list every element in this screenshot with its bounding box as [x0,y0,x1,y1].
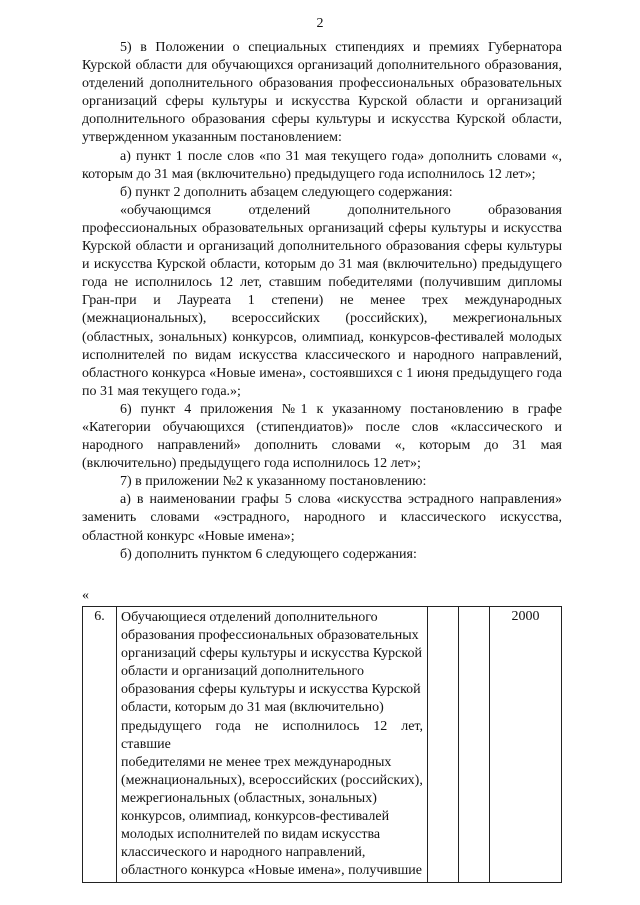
description-line: молодых исполнителей по видам искусства [121,827,381,843]
paragraph-item-7-b: б) дополнить пунктом 6 следующего содержания: [120,546,417,562]
row-description-cell [117,607,428,883]
opening-quote: « [82,588,89,603]
description-line: победителями не менее трех международных [121,754,392,770]
description-line: межрегиональных (областных, зональных) [121,790,377,806]
empty-cell [459,607,490,883]
description-line: Обучающиеся отделений дополнительного [121,610,378,625]
amount-cell: 2000 [490,607,562,883]
paragraph-subitem-b: б) пункт 2 дополнить абзацем следующего содержания: [120,184,453,200]
description-line: области, которым до 31 мая (включительно) [121,700,384,716]
description-line: областного конкурса «Новые имена», получившие [121,863,423,879]
row-number-cell: 6. [83,607,117,883]
paragraph-item-6: 6) пункт 4 приложения №1 к указанному постановлению в графе «Категории обучающихся (стипендиатов)» после слов «классического и народного направлений» дополнить словами «, которым до 31 мая (включительно) предыдущего года исполнилось 12 лет»; [82,401,562,472]
description-line: области и организаций дополнительного [121,664,364,680]
description-line: предыдущего года не исполнилось 12 лет, ставшие [121,718,423,752]
paragraph-item-5: 5) в Положении о специальных стипендиях и премиях Губернатора Курской области для обучающихся организаций дополнительного образования, отделений дополнительного образования профессиональных образовательных организаций сферы культуры и искусства Курской области и организаций дополнительного образования сферы культуры и искусства Курской области, утвержденном указанным постановлением: [82,40,562,146]
description-line: конкурсов, олимпиад, конкурсов-фестивалей [121,809,390,825]
paragraph-quoted-addition: «обучающимся отделений дополнительного образования профессиональных образовательных организаций сферы культуры и искусства Курской области и организаций дополнительного образования сферы культуры и искусства Курской области, которым до 31 мая (включительно) предыдущего года не исполнилось 12 лет, ставшим победителями (получившим дипломы Гран-при и Лауреата 1 степени) не менее трех международных (межнациональных), всероссийских (российских), межрегиональных (областных, зональных) конкурсов, олимпиад, конкурсов-фестивалей молодых исполнителей по видам искусства классического и народного направлений, областного конкурса «Новые имена», состоявшихся с 1 июня предыдущего года по 31 мая текущего года.»; [82,202,562,399]
description-line: образования сферы культуры и искусства Курской [121,682,421,698]
description-line: организаций сферы культуры и искусства Курской [121,646,422,662]
description-line: классического и народного направлений, [121,845,366,861]
page-number: 2 [316,16,324,31]
paragraph-item-7-a: а) в наименовании графы 5 слова «искусства эстрадного направления» заменить словами «эстрадного, народного и классического искусства, областной конкурс «Новые имена»; [82,492,562,544]
document-body [82,39,562,564]
table-row [83,607,562,883]
amendment-table [82,606,562,883]
description-line: образования профессиональных образовательных [121,628,419,644]
empty-cell [428,607,459,883]
paragraph-item-7: 7) в приложении №2 к указанному постановлению: [120,474,427,490]
paragraph-subitem-a: а) пункт 1 после слов «по 31 мая текущего года» дополнить словами «, которым до 31 мая (включительно) предыдущего года исполнилось 12 лет»; [82,148,562,182]
description-line: (межнациональных), всероссийских (российских), [121,772,423,788]
